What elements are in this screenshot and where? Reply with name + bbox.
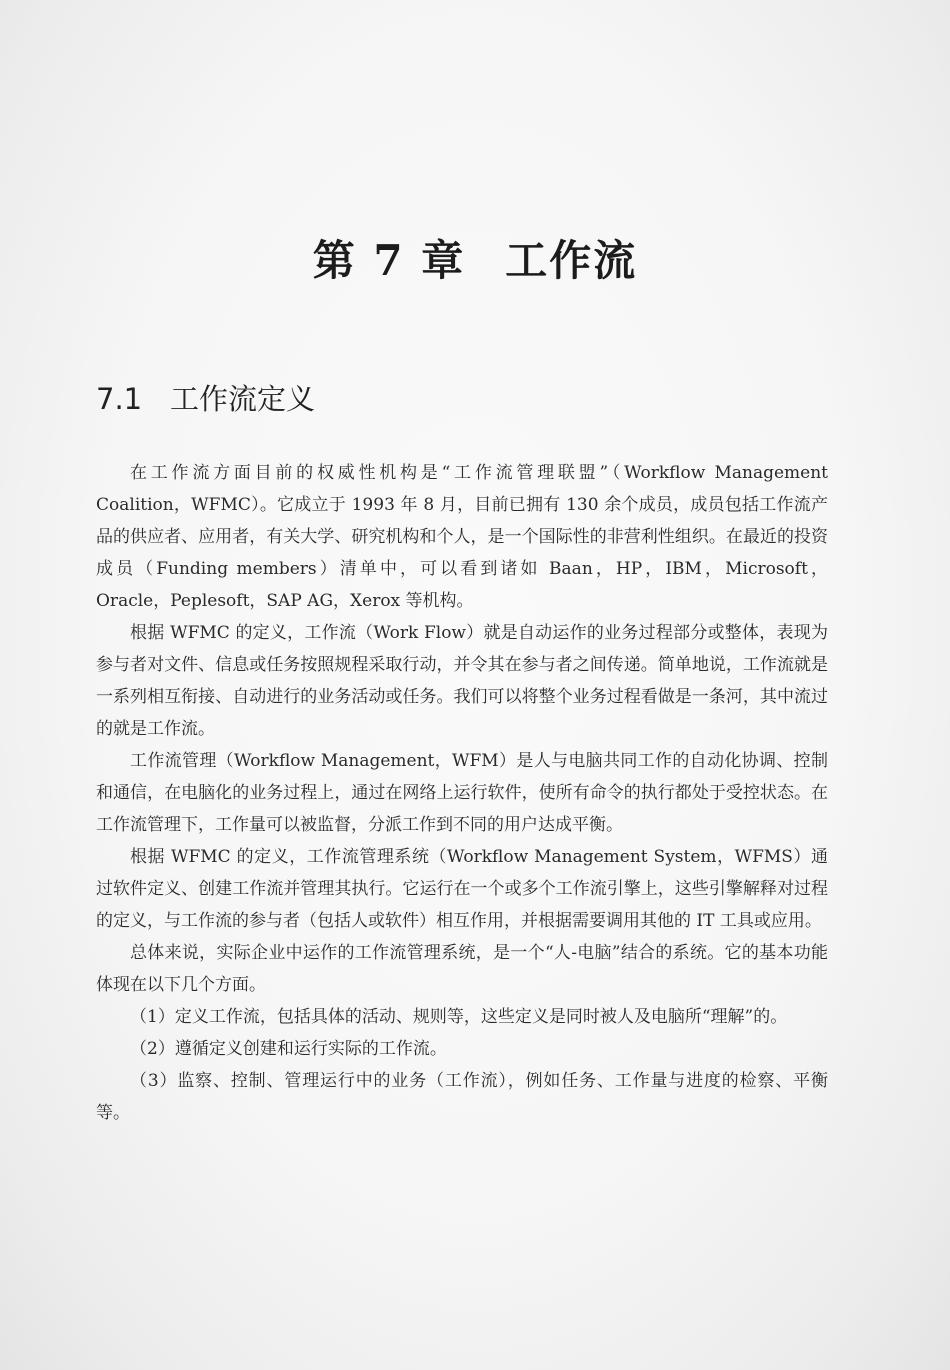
section-number: 7.1 bbox=[96, 382, 143, 416]
chapter-number: 第 7 章 bbox=[312, 236, 466, 285]
paragraph: 在工作流方面目前的权威性机构是“工作流管理联盟”（Workflow Management Coalition，WFMC）。它成立于 1993 年 8 月，目前已拥有 130 余个成员，成员包括工作流产品的供应者、应用者，有关大学、研究机构和个人，是一个国际性的非营利性组织。在最近的投资成员（Funding members）清单中，可以看到诸如 Baan，HP，IBM，Microsoft，Oracle，Peplesoft，SAP AG，Xerox 等机构。 bbox=[96, 463, 828, 611]
paragraph: 根据 WFMC 的定义，工作流管理系统（Workflow Management System，WFMS）通过软件定义、创建工作流并管理其执行。它运行在一个或多个工作流引擎上，这些引擎解释对过程的定义，与工作流的参与者（包括人或软件）相互作用，并根据需要调用其他的 IT 工具或应用。 bbox=[96, 847, 828, 931]
section-heading bbox=[96, 377, 315, 418]
list-item: （1）定义工作流，包括具体的活动、规则等，这些定义是同时被人及电脑所“理解”的。 bbox=[130, 1007, 788, 1027]
chapter-name: 工作流 bbox=[505, 236, 638, 285]
paragraph: 根据 WFMC 的定义，工作流（Work Flow）就是自动运作的业务过程部分或整体，表现为参与者对文件、信息或任务按照规程采取行动，并令其在参与者之间传递。简单地说，工作流就是一系列相互衔接、自动进行的业务活动或任务。我们可以将整个业务过程看做是一条河，其中流过的就是工作流。 bbox=[96, 623, 828, 739]
paragraph: 总体来说，实际企业中运作的工作流管理系统，是一个“人-电脑”结合的系统。它的基本功能体现在以下几个方面。 bbox=[96, 943, 828, 995]
list-item: （2）遵循定义创建和运行实际的工作流。 bbox=[130, 1039, 447, 1059]
paragraph: 工作流管理（Workflow Management，WFM）是人与电脑共同工作的自动化协调、控制和通信，在电脑化的业务过程上，通过在网络上运行软件，使所有命令的执行都处于受控状态。在工作流管理下，工作量可以被监督，分派工作到不同的用户达成平衡。 bbox=[96, 751, 828, 835]
body-text bbox=[96, 457, 828, 1129]
chapter-title bbox=[0, 228, 950, 288]
section-title: 工作流定义 bbox=[170, 382, 316, 416]
list-item: （3）监察、控制、管理运行中的业务（工作流），例如任务、工作量与进度的检察、平衡等。 bbox=[96, 1071, 828, 1123]
